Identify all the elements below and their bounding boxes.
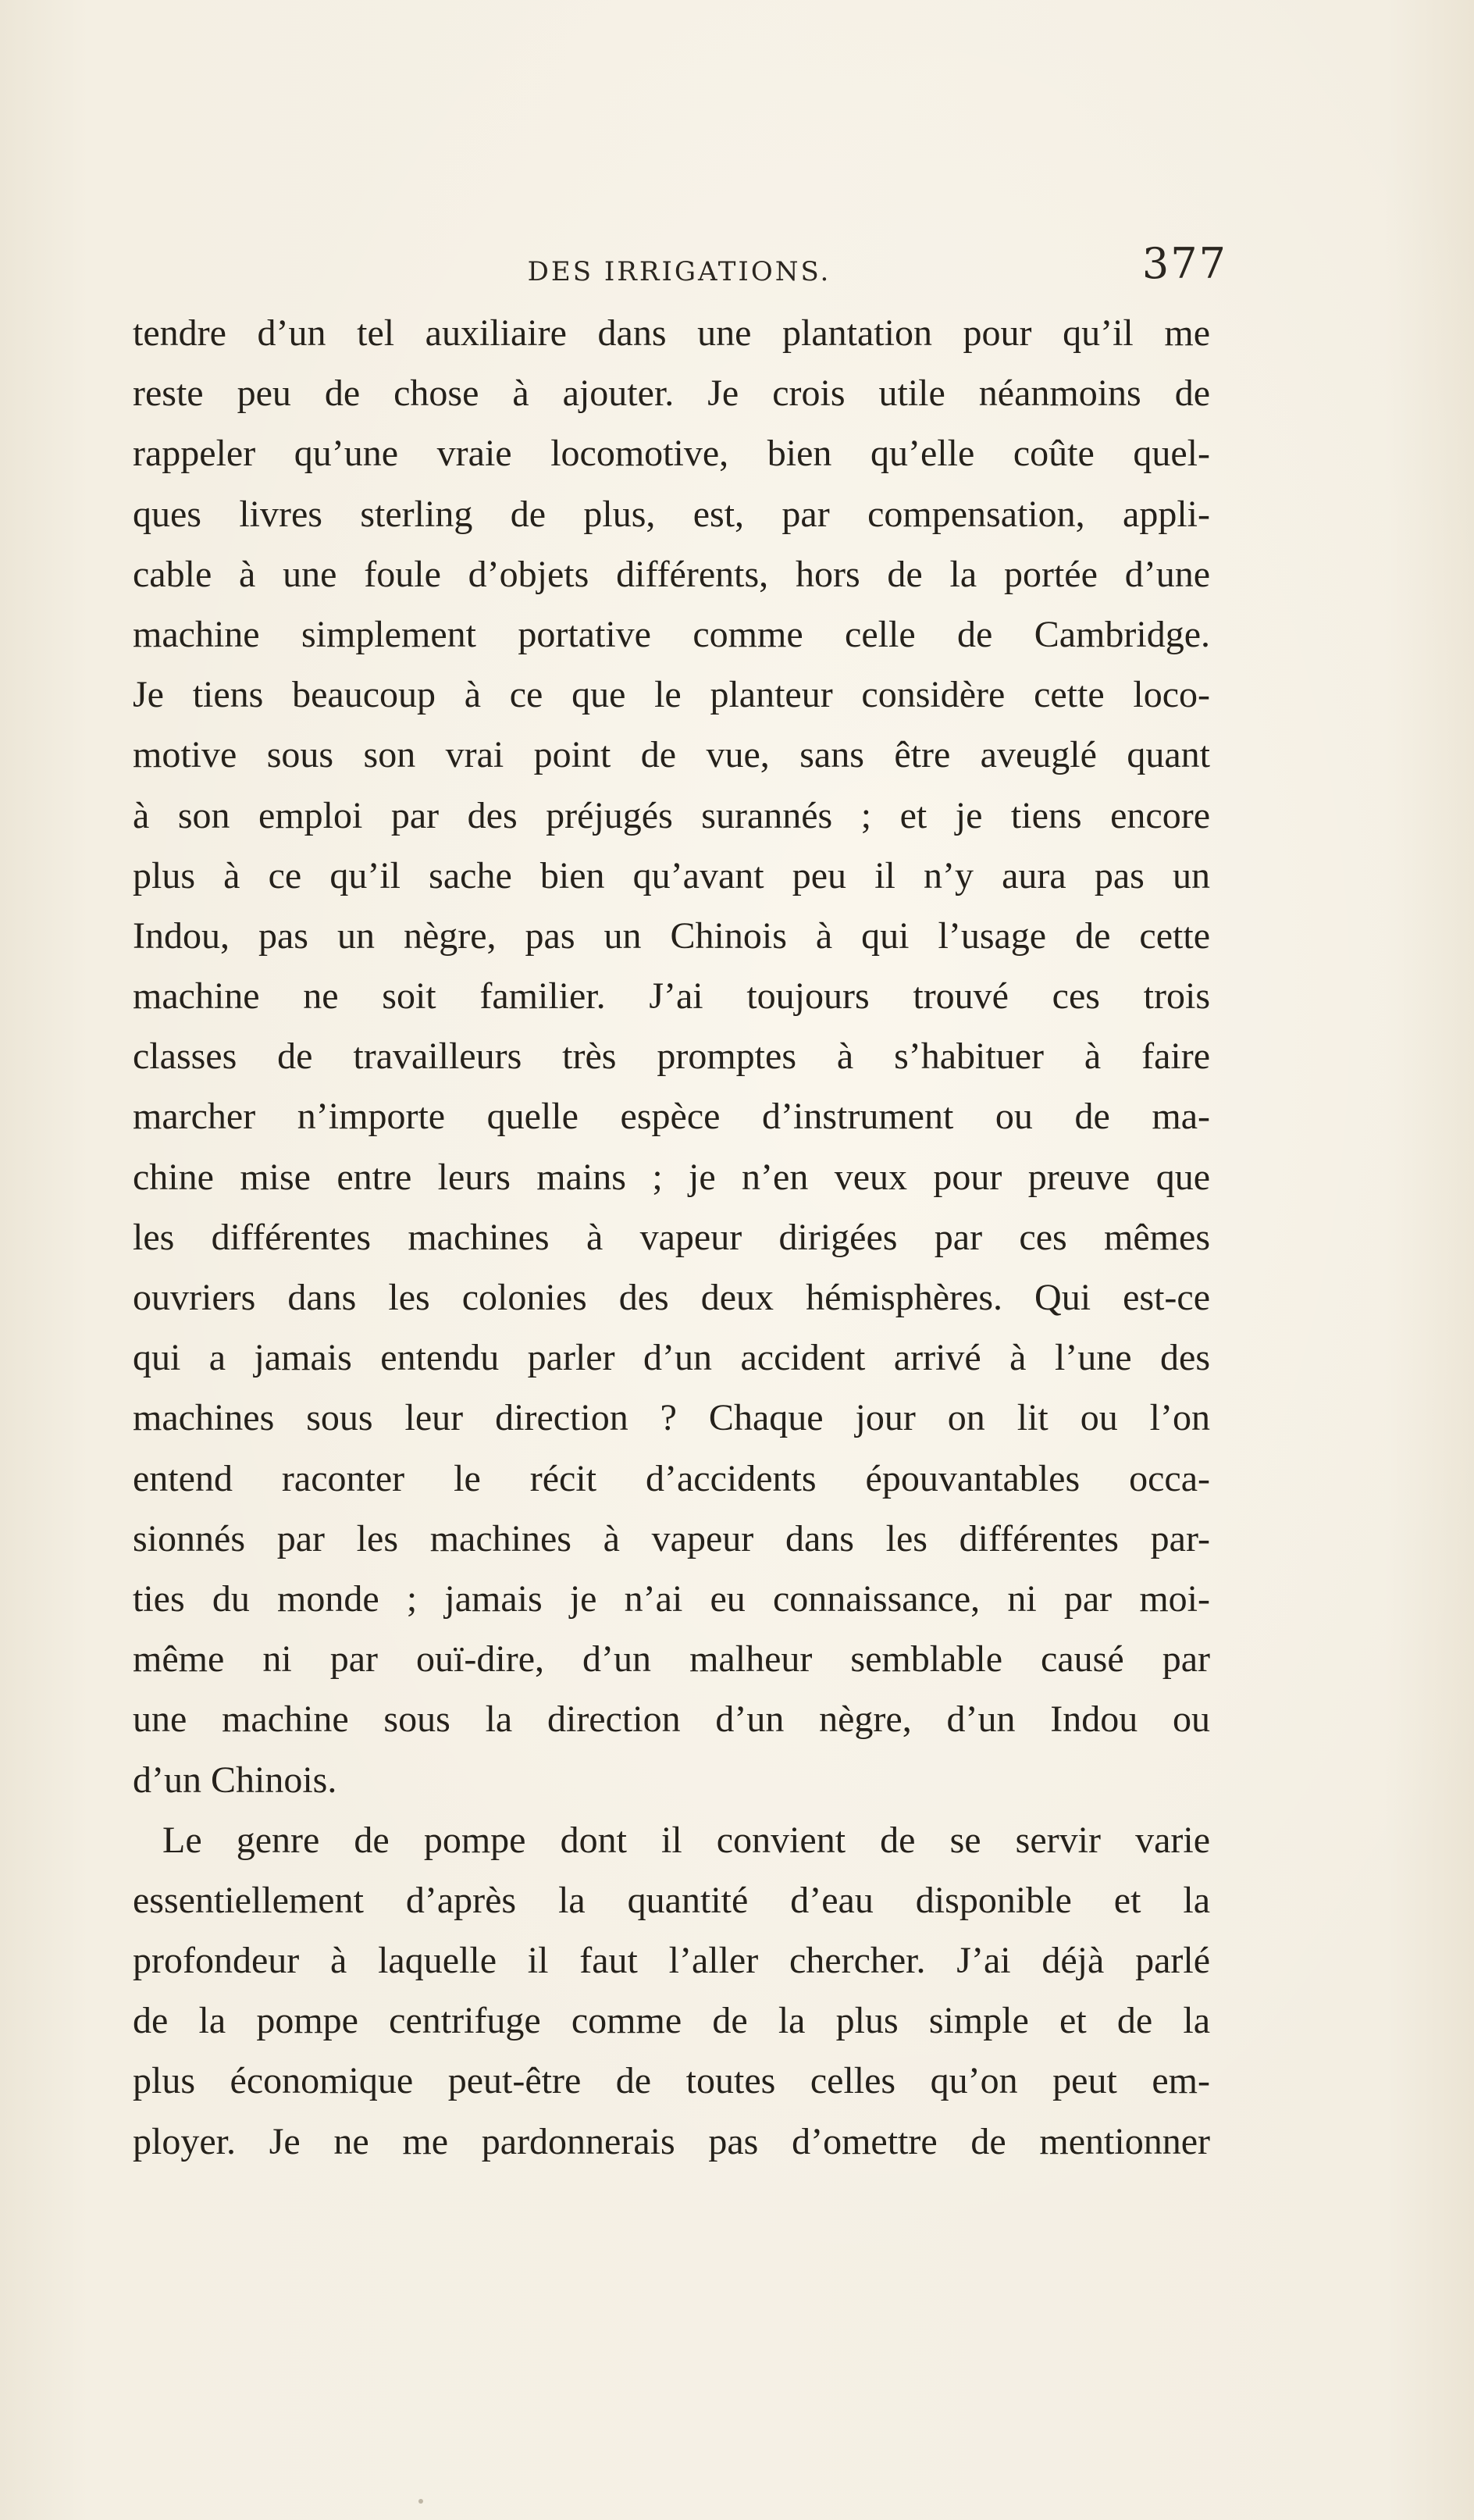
text-line: marcher n’importe quelle espèce d’instrument ou de ma- [133, 1096, 1210, 1138]
text-line: classes de travailleurs très promptes à s’habituer à faire [133, 1035, 1210, 1078]
text-line: une machine sous la direction d’un nègre, d’un Indou ou [133, 1698, 1210, 1741]
text-line: machines sous leur direction ? Chaque jour on lit ou l’on [133, 1397, 1210, 1439]
text-line: sionnés par les machines à vapeur dans les différentes par- [133, 1517, 1210, 1559]
text-line: de la pompe centrifuge comme de la plus simple et de la [133, 2000, 1210, 2042]
text-line: même ni par ouï-dire, d’un malheur semblable causé par [133, 1638, 1210, 1681]
text-line: cable à une foule d’objets différents, hors de la portée d’une [133, 553, 1210, 595]
text-line: ques livres sterling de plus, est, par compensation, appli- [133, 493, 1210, 535]
text-line: rappeler qu’une vraie locomotive, bien qu’elle coûte quel- [133, 433, 1210, 475]
text-line: tendre d’un tel auxiliaire dans une plantation pour qu’il me [133, 312, 1210, 354]
text-line: à son emploi par des préjugés surannés ; et je tiens encore [133, 794, 1210, 836]
text-line: ouvriers dans les colonies des deux hémisphères. Qui est-ce [133, 1277, 1210, 1318]
text-line: motive sous son vrai point de vue, sans être aveuglé quant [133, 734, 1210, 776]
text-line: machine simplement portative comme celle de Cambridge. [133, 613, 1210, 655]
running-title: DES IRRIGATIONS. [527, 256, 831, 287]
running-head [133, 239, 1226, 286]
paragraph-start-line: Le genre de pompe dont il convient de se servir varie [162, 1819, 1210, 1861]
paper-speck [418, 2499, 423, 2504]
text-line: Je tiens beaucoup à ce que le planteur considère cette loco- [133, 674, 1210, 716]
text-line: qui a jamais entendu parler d’un accident arrivé à l’une des [133, 1337, 1210, 1379]
text-line: entend raconter le récit d’accidents épouvantables occa- [133, 1457, 1210, 1499]
text-line: profondeur à laquelle il faut l’aller chercher. J’ai déjà parlé [133, 1940, 1210, 1982]
body-text [133, 303, 1210, 2172]
text-line: Indou, pas un nègre, pas un Chinois à qui l’usage de cette [133, 914, 1210, 957]
paragraph-end-line: d’un Chinois. [133, 1759, 337, 1801]
text-line: reste peu de chose à ajouter. Je crois utile néanmoins de [133, 372, 1210, 415]
text-line: essentiellement d’après la quantité d’eau disponible et la [133, 1879, 1210, 1921]
text-line: chine mise entre leurs mains ; je n’en veux pour preuve que [133, 1156, 1210, 1198]
text-line: ployer. Je ne me pardonnerais pas d’omettre de mentionner [133, 2120, 1210, 2162]
text-line: ties du monde ; jamais je n’ai eu connaissance, ni par moi- [133, 1577, 1210, 1620]
text-line: les différentes machines à vapeur dirigées par ces mêmes [133, 1216, 1210, 1258]
page-number: 377 [1141, 239, 1227, 288]
text-line: plus à ce qu’il sache bien qu’avant peu il n’y aura pas un [133, 854, 1210, 896]
text-line: machine ne soit familier. J’ai toujours trouvé ces trois [133, 975, 1210, 1018]
text-line: plus économique peut-être de toutes celles qu’on peut em- [133, 2060, 1210, 2102]
